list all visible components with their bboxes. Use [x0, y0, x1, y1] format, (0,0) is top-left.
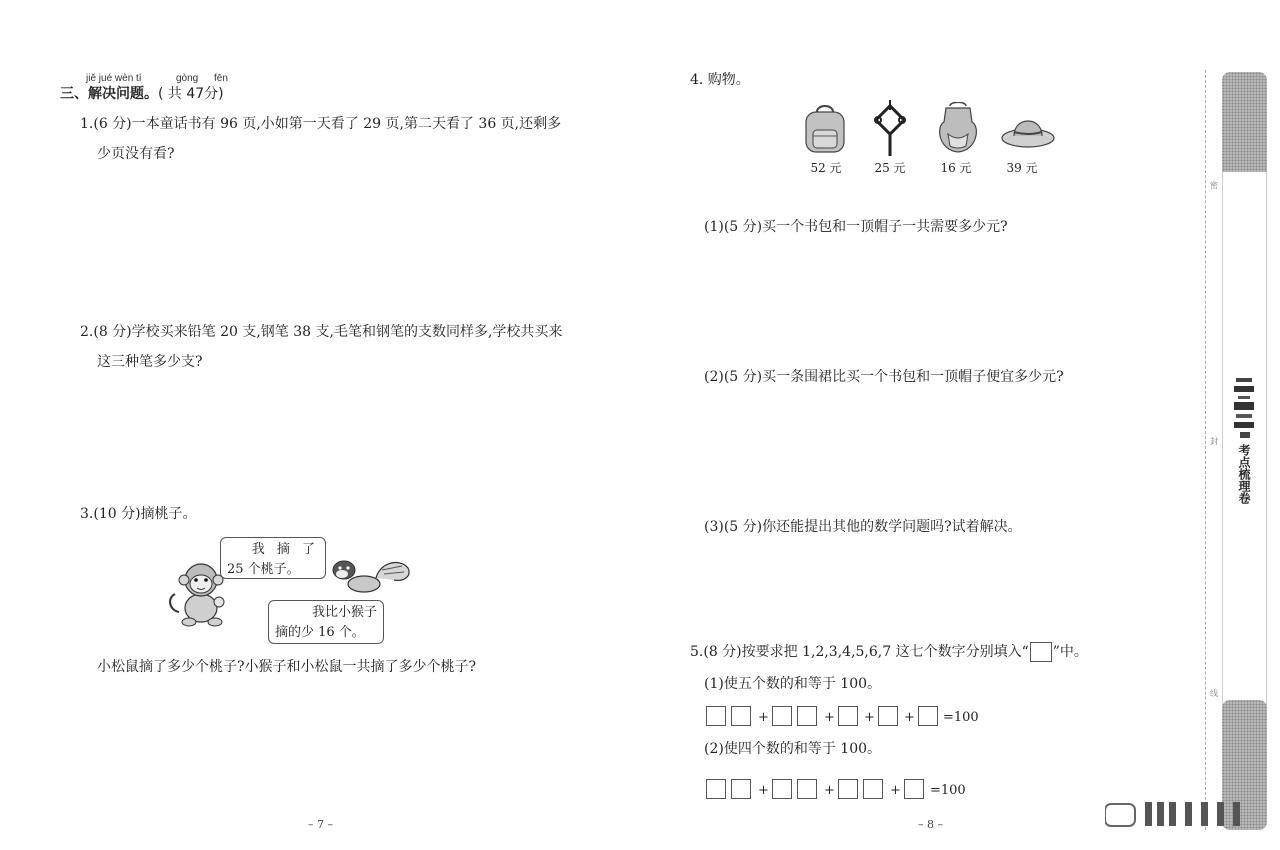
- answer-box[interactable]: [706, 779, 726, 799]
- question-3-title: 3.(10 分)摘桃子。: [80, 506, 197, 522]
- answer-box[interactable]: [731, 779, 751, 799]
- answer-box[interactable]: [706, 706, 726, 726]
- page-number-left: – 7 –: [308, 818, 333, 831]
- section-title: 解决问题。: [88, 86, 158, 102]
- hat-icon: [1000, 110, 1056, 150]
- answer-box[interactable]: [838, 706, 858, 726]
- plus-sign: +: [890, 783, 901, 798]
- plus-sign: +: [904, 710, 915, 725]
- pinyin-annotation: fēn: [214, 73, 228, 84]
- strip-title: 考点梳理卷: [1237, 444, 1251, 504]
- answer-box[interactable]: [863, 779, 883, 799]
- bubble-text: 25 个桃子。: [227, 562, 300, 577]
- bubble-text: 我 摘 了: [251, 542, 319, 557]
- plus-sign: +: [864, 710, 875, 725]
- section-heading: [60, 84, 224, 104]
- question-4-sub-1: (1)(5 分)买一个书包和一顶帽子一共需要多少元?: [704, 219, 1008, 235]
- question-5-title: [690, 642, 1088, 662]
- answer-box[interactable]: [797, 706, 817, 726]
- question-4-title: 4. 购物。: [690, 72, 750, 88]
- seal-mark: 密: [1210, 181, 1218, 190]
- strip-logo-icon: [1232, 378, 1256, 440]
- question-5-sub-2: (2)使四个数的和等于 100。: [704, 741, 882, 757]
- question-5-sub-1: (1)使五个数的和等于 100。: [704, 676, 882, 692]
- answer-box[interactable]: [878, 706, 898, 726]
- answer-box[interactable]: [797, 779, 817, 799]
- answer-box[interactable]: [772, 706, 792, 726]
- apron-icon: [936, 102, 980, 156]
- pinyin-annotation: gòng: [176, 73, 199, 84]
- answer-box[interactable]: [772, 779, 792, 799]
- question-4-sub-2: (2)(5 分)买一条围裙比买一个书包和一顶帽子便宜多少元?: [704, 369, 1064, 385]
- plus-sign: +: [824, 710, 835, 725]
- equals-100: =100: [930, 783, 966, 798]
- sample-box: [1030, 642, 1052, 662]
- bubble-text: 我比小猴子: [311, 605, 377, 620]
- answer-box[interactable]: [838, 779, 858, 799]
- price-label: 52 元: [810, 161, 842, 175]
- monkey-speech-bubble: [220, 537, 326, 579]
- plus-sign: +: [758, 783, 769, 798]
- answer-box[interactable]: [731, 706, 751, 726]
- section-number: 三、: [60, 86, 88, 102]
- question-4-sub-3: (3)(5 分)你还能提出其他的数学问题吗?试着解决。: [704, 519, 1022, 535]
- plus-sign: +: [758, 710, 769, 725]
- question-5-title-part: ”中。: [1052, 644, 1088, 660]
- question-2-line-2: 这三种笔多少支?: [97, 354, 203, 370]
- question-3-text: 小松鼠摘了多少个桃子?小猴子和小松鼠一共摘了多少个桃子?: [97, 659, 477, 675]
- bubble-text: 摘的少 16 个。: [275, 625, 365, 640]
- price-label: 39 元: [1006, 161, 1038, 175]
- question-1-line-2: 少页没有看?: [97, 146, 175, 162]
- seal-mark: 线: [1210, 689, 1218, 698]
- price-label: 16 元: [940, 161, 972, 175]
- answer-box[interactable]: [918, 706, 938, 726]
- cut-line: [1205, 70, 1206, 830]
- schoolbag-icon: [800, 104, 850, 156]
- price-label: 25 元: [874, 161, 906, 175]
- plus-sign: +: [824, 783, 835, 798]
- strip-pattern-top: [1222, 72, 1267, 180]
- squirrel-speech-bubble: [268, 600, 384, 644]
- question-1-line-1: 1.(6 分)一本童话书有 96 页,小如第一天看了 29 页,第二天看了 36 页,还剩多: [80, 116, 562, 132]
- chinese-knot-icon: [872, 100, 908, 156]
- page-number-right: – 8 –: [918, 818, 943, 831]
- section-score: ( 共 47分): [158, 86, 224, 102]
- seal-mark: 封: [1210, 437, 1218, 446]
- pinyin-annotation: jiě jué wèn tí: [86, 73, 142, 84]
- watermark-logo: [1105, 800, 1255, 830]
- answer-box[interactable]: [904, 779, 924, 799]
- question-2-line-1: 2.(8 分)学校买来铅笔 20 支,钢笔 38 支,毛笔和钢笔的支数同样多,学校共买来: [80, 324, 563, 340]
- equals-100: =100: [943, 710, 979, 725]
- squirrel-illustration: [330, 556, 412, 596]
- question-5-title-part: 5.(8 分)按要求把 1,2,3,4,5,6,7 这七个数字分别填入“: [690, 644, 1029, 660]
